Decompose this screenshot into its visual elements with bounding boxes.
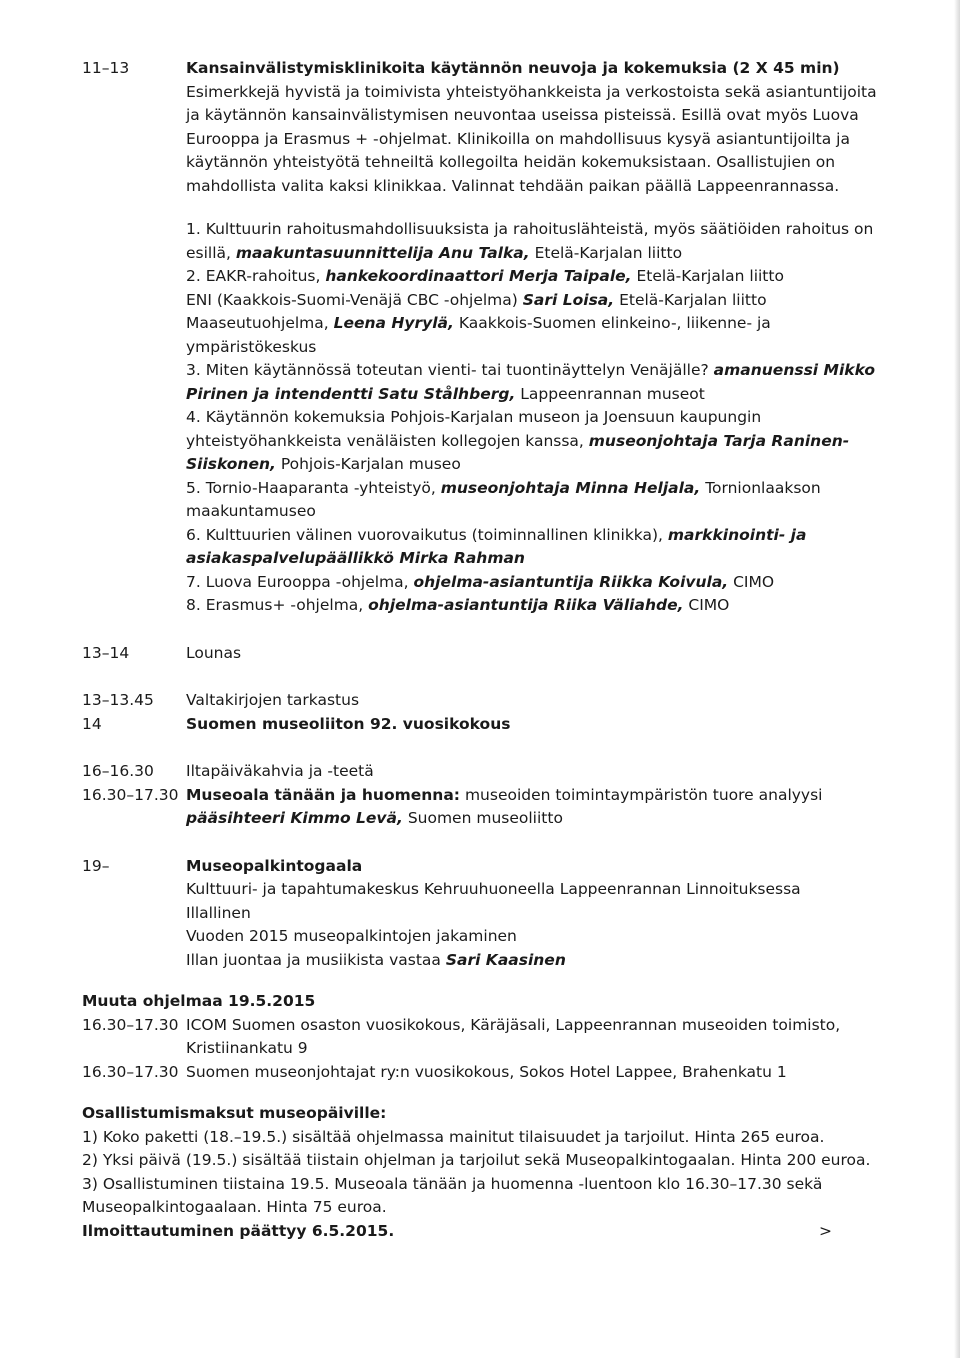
- time-label: 16.30–17.30: [82, 1062, 179, 1081]
- text-line: Vuoden 2015 museopalkintojen jakaminen: [186, 927, 517, 945]
- fee-item: 2) Yksi päivä (19.5.) sisältää tiistain ohjelman ja tarjoilut sekä Museopalkintogaalan. Hinta 200 euroa.: [82, 1151, 871, 1169]
- text-line: 1. Kulttuurin rahoitusmahdollisuuksista ja rahoituslähteistä, myös säätiöiden rahoitus on: [186, 220, 874, 238]
- next-page-arrow: >: [819, 1221, 832, 1240]
- clinic-5: [186, 477, 882, 524]
- clinic-4: [186, 406, 882, 477]
- clinics-description: [186, 57, 882, 198]
- fee-item: Museopalkintogaalaan. Hinta 75 euroa.: [82, 1198, 387, 1216]
- text-line: ENI (Kaakkois-Suomi-Venäjä CBC -ohjelma) Sari Loisa, Etelä-Karjalan liitto: [186, 290, 767, 309]
- program-item-annual-meeting: [82, 713, 882, 737]
- text-line: yhteistyöhankkeista venäläisten kollegojen kanssa, museonjohtaja Tarja Raninen-: [186, 431, 850, 450]
- text-line: ympäristökeskus: [186, 337, 317, 356]
- text-line: ICOM Suomen osaston vuosikokous, Käräjäsali, Lappeenrannan museoiden toimisto,: [186, 1015, 841, 1034]
- text-line: 2. EAKR-rahoitus, hankekoordinaattori Merja Taipale, Etelä-Karjalan liitto: [186, 267, 784, 285]
- credentials-label: Valtakirjojen tarkastus: [186, 691, 360, 709]
- speaker-name: maakuntasuunnittelija Anu Talka,: [235, 243, 530, 262]
- time-label: 19–: [82, 856, 110, 875]
- text-line: 3. Miten käytännössä toteutan vienti- tai tuontinäyttelyn Venäjälle? amanuenssi Mikko: [186, 361, 875, 379]
- lecture-title: Museoala tänään ja huomenna:: [186, 785, 461, 804]
- program-item-gala: [82, 855, 882, 973]
- annual-meeting-label: Suomen museoliiton 92. vuosikokous: [186, 714, 511, 733]
- time-label: 14: [82, 714, 102, 733]
- other-item-icom: [82, 1014, 882, 1061]
- section-heading: Muuta ohjelmaa 19.5.2015: [82, 992, 316, 1010]
- program-item-lunch: [82, 642, 882, 666]
- text-line: Esimerkkejä hyvistä ja toimivista yhteistyöhankkeista ja verkostoista sekä asiantuntijoita: [186, 82, 877, 101]
- program-item-clinics: [82, 57, 882, 198]
- program-page: [82, 57, 882, 1243]
- time-label: 11–13: [82, 59, 130, 77]
- speaker-name: asiakaspalvelupäällikkö Mirka Rahman: [186, 549, 525, 567]
- scan-edge-shadow: [954, 0, 960, 1358]
- lunch-label: Lounas: [186, 643, 242, 662]
- fees-section: [82, 1102, 882, 1243]
- clinic-8: 8. Erasmus+ -ohjelma, ohjelma-asiantuntija Riika Väliahde, CIMO: [186, 596, 730, 614]
- text-line: 4. Käytännön kokemuksia Pohjois-Karjalan museon ja Joensuun kaupungin: [186, 408, 762, 426]
- time-label: 13–13.45: [82, 691, 154, 709]
- speaker-name: amanuenssi Mikko: [713, 361, 875, 379]
- text-line: Illallinen: [186, 903, 251, 922]
- speaker-name: markkinointi- ja: [667, 525, 807, 544]
- clinic-3: [186, 359, 882, 406]
- other-item-directors: [82, 1061, 882, 1085]
- clinic-7: 7. Luova Eurooppa -ohjelma, ohjelma-asiantuntija Riikka Koivula, CIMO: [186, 572, 775, 591]
- text-line: Kristiinankatu 9: [186, 1039, 308, 1057]
- clinic-6: [186, 524, 882, 571]
- gala-description: [186, 855, 882, 973]
- text-line: Eurooppa ja Erasmus + -ohjelmat. Klinikoilla on mahdollisuus kysyä asiantuntijoilta ja: [186, 129, 850, 148]
- text-line: Pirinen ja intendentti Satu Stålhberg, Lappeenrannan museot: [186, 384, 705, 403]
- text-line: maakuntamuseo: [186, 502, 316, 520]
- speaker-name: Sari Kaasinen: [445, 950, 566, 969]
- text-line: ja käytännön kansainvälistymisen neuvontaa useissa pisteissä. Esillä ovat myös Luova: [186, 106, 859, 124]
- speaker-name: ohjelma-asiantuntija Riikka Koivula,: [413, 572, 729, 591]
- text-line: Maaseutuohjelma, Leena Hyrylä, Kaakkois-Suomen elinkeino-, liikenne- ja: [186, 314, 771, 332]
- speaker-name: Leena Hyrylä,: [333, 314, 454, 332]
- text-line: 6. Kulttuurien välinen vuorovaikutus (toiminnallinen klinikka), markkinointi- ja: [186, 525, 807, 544]
- speaker-name: Siiskonen,: [186, 455, 276, 473]
- text-line: käytännön yhteistyötä tehneiltä kollegoilta heidän kokemuksistaan. Osallistujien on: [186, 153, 836, 171]
- speaker-name: hankekoordinaattori Merja Taipale,: [325, 267, 632, 285]
- future-lecture-description: Museoala tänään ja huomenna: museoiden toimintaympäristön tuore analyysi pääsihteeri Kimmo Levä, Suomen museoliitto: [186, 785, 823, 827]
- text-line: esillä, maakuntasuunnittelija Anu Talka, Etelä-Karjalan liitto: [186, 243, 683, 262]
- speaker-name: pääsihteeri Kimmo Levä,: [186, 809, 403, 827]
- registration-deadline: Ilmoittautuminen päättyy 6.5.2015.: [82, 1221, 395, 1240]
- other-program-section: [82, 990, 882, 1084]
- time-label: 16.30–17.30: [82, 785, 179, 804]
- section-heading: Osallistumismaksut museopäiville:: [82, 1104, 387, 1122]
- clinic-2: [186, 265, 882, 359]
- clinics-title: Kansainvälistymisklinikoita käytännön neuvoja ja kokemuksia (2 X 45 min): [186, 59, 840, 77]
- time-label: 16–16.30: [82, 762, 154, 780]
- text-line: Siiskonen, Pohjois-Karjalan museo: [186, 455, 461, 473]
- text-line: mahdollista valita kaksi klinikkaa. Valinnat tehdään paikan päällä Lappeenrannassa.: [186, 176, 840, 195]
- clinic-1: [186, 218, 882, 265]
- speaker-name: museonjohtaja Tarja Raninen-: [588, 431, 850, 450]
- clinics-list: [82, 218, 882, 618]
- time-label: 13–14: [82, 643, 130, 662]
- text-line: Kulttuuri- ja tapahtumakeskus Kehruuhuoneella Lappeenrannan Linnoituksessa: [186, 880, 801, 898]
- speaker-name: Pirinen ja intendentti Satu Stålhberg,: [186, 384, 516, 403]
- coffee-label: Iltapäiväkahvia ja -teetä: [186, 762, 374, 780]
- speaker-name: Sari Loisa,: [522, 290, 615, 309]
- text-line: Illan juontaa ja musiikista vastaa Sari Kaasinen: [186, 950, 566, 969]
- speaker-name: museonjohtaja Minna Heljala,: [440, 478, 701, 497]
- fee-item: 1) Koko paketti (18.–19.5.) sisältää ohjelmassa mainitut tilaisuudet ja tarjoilut. Hinta 265 euroa.: [82, 1127, 825, 1146]
- text-line: Suomen museonjohtajat ry:n vuosikokous, Sokos Hotel Lappee, Brahenkatu 1: [186, 1062, 787, 1081]
- time-label: 16.30–17.30: [82, 1015, 179, 1034]
- text-line: 5. Tornio-Haaparanta -yhteistyö, museonjohtaja Minna Heljala, Tornionlaakson: [186, 478, 821, 497]
- fee-item: 3) Osallistuminen tiistaina 19.5. Museoala tänään ja huomenna -luentoon klo 16.30–17.30 sekä: [82, 1174, 823, 1193]
- program-item-credentials: [82, 689, 882, 713]
- speaker-name: ohjelma-asiantuntija Riika Väliahde,: [368, 596, 684, 614]
- footer-line: [82, 1220, 882, 1244]
- gala-title: Museopalkintogaala: [186, 856, 363, 875]
- program-item-future-lecture: [82, 784, 882, 831]
- program-item-coffee: [82, 760, 882, 784]
